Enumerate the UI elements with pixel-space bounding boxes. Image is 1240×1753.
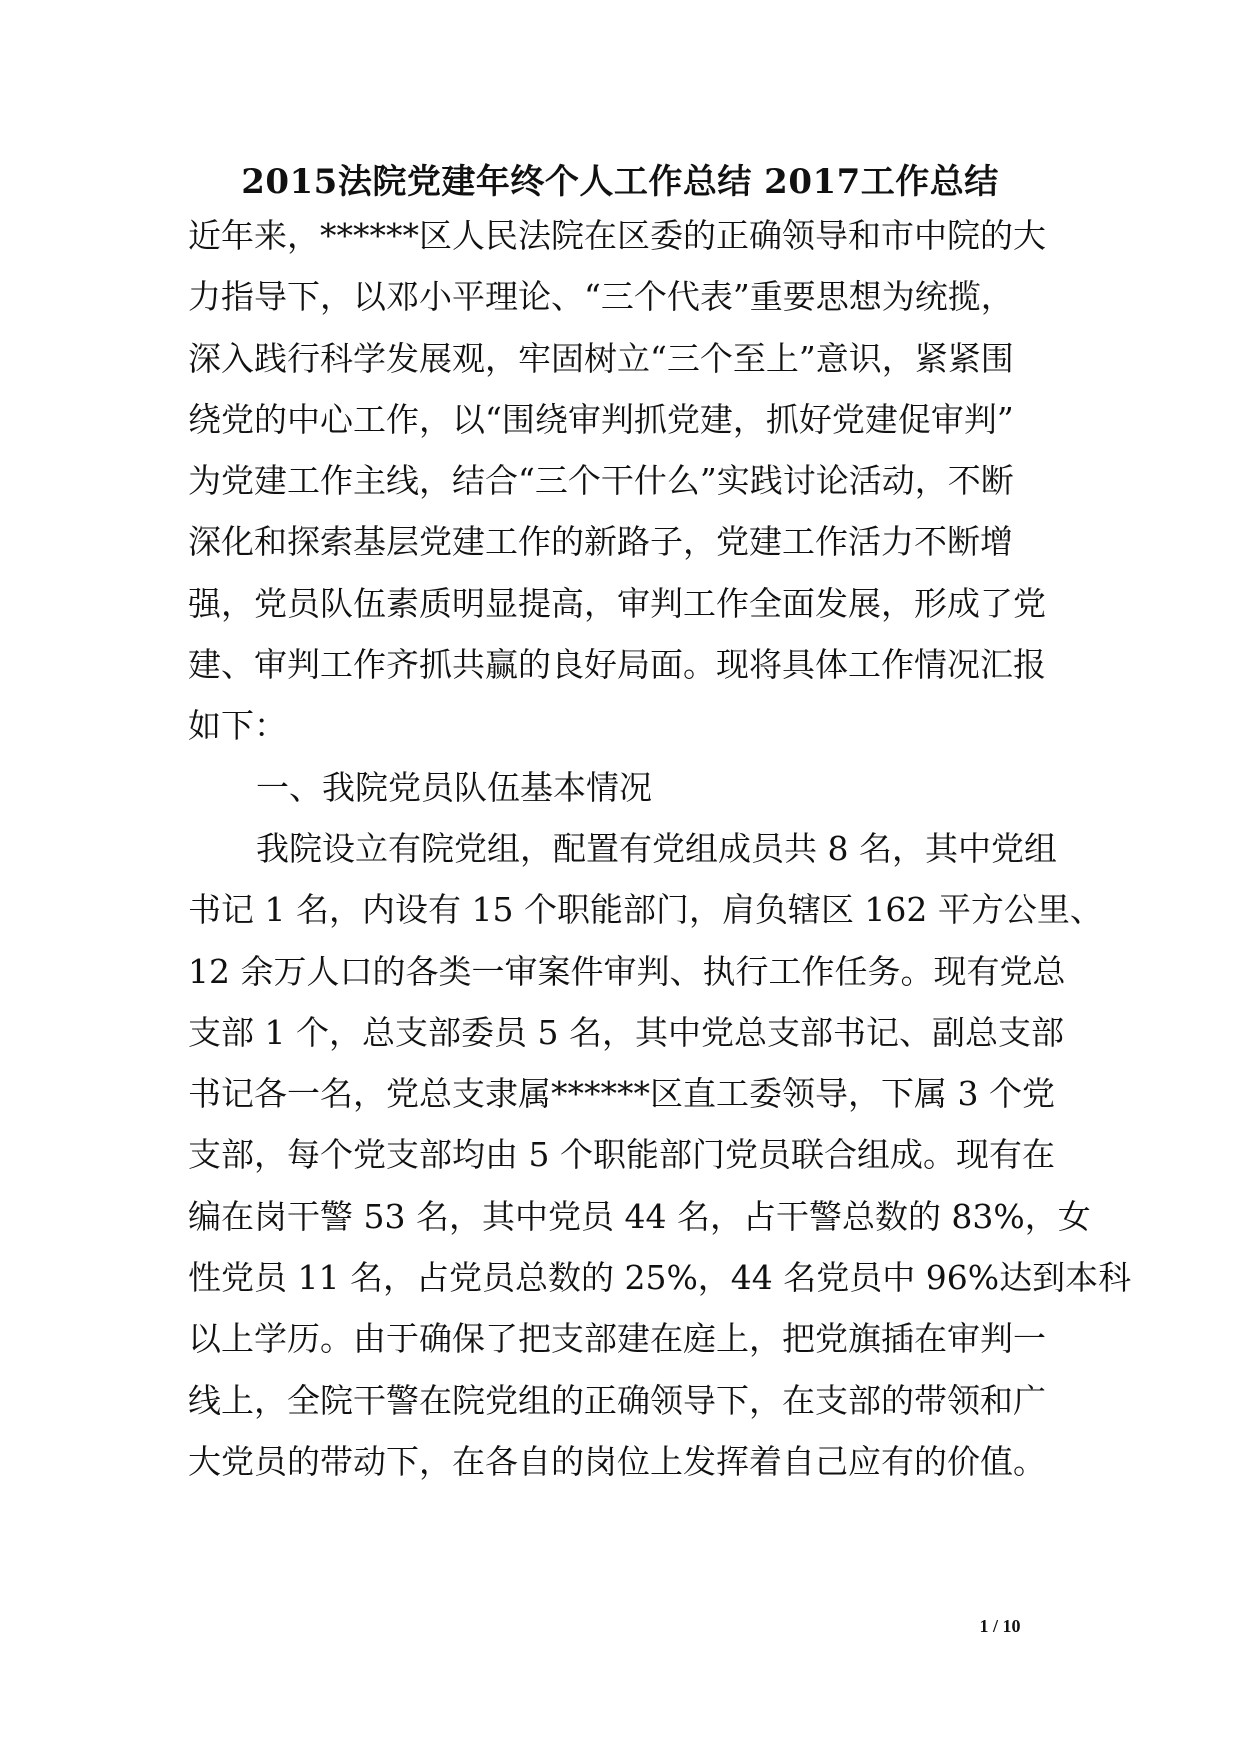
body-line: 如下： [188,706,287,746]
body-line: 性党员 11 名，占党员总数的 25%，44 名党员中 96%达到本科 [188,1258,1132,1298]
body-line: 近年来，******区人民法院在区委的正确领导和市中院的大 [188,216,1046,255]
body-line: 线上，全院干警在院党组的正确领导下，在支部的带领和广 [188,1380,1046,1420]
body-line: 大党员的带动下，在各自的岗位上发挥着自己应有的价值。 [188,1441,1046,1481]
body-line: 12 余万人口的各类一审案件审判、执行工作任务。现有党总 [188,951,1066,991]
document-title: 2015法院党建年终个人工作总结 2017工作总结 [241,162,999,202]
body-line: 深入践行科学发展观，牢固树立“三个至上”意识，紧紧围 [188,338,1014,378]
body-line: 支部 1 个，总支部委员 5 名，其中党总支部书记、副总支部 [188,1012,1064,1052]
body-line: 支部，每个党支部均由 5 个职能部门党员联合组成。现有在 [188,1135,1055,1175]
body-line: 书记 1 名，内设有 15 个职能部门，肩负辖区 162 平方公里、 [188,890,1103,930]
body-line: 力指导下，以邓小平理论、“三个代表”重要思想为统揽， [188,277,1014,317]
body-line: 绕党的中心工作，以“围绕审判抓党建，抓好党建促审判” [188,399,1014,439]
page-number: 1 / 10 [979,1616,1021,1636]
body-line: 我院设立有院党组，配置有党组成员共 8 名，其中党组 [256,828,1057,868]
body-line: 书记各一名，党总支隶属******区直工委领导，下属 3 个党 [188,1074,1055,1114]
body-line: 为党建工作主线，结合“三个干什么”实践讨论活动，不断 [188,461,1014,501]
body-line: 强，党员队伍素质明显提高，审判工作全面发展，形成了党 [188,583,1046,623]
body-line: 编在岗干警 53 名，其中党员 44 名，占干警总数的 83%，女 [188,1196,1091,1236]
body-line: 一、我院党员队伍基本情况 [256,767,652,807]
body-line: 建、审判工作齐抓共赢的良好局面。现将具体工作情况汇报 [188,645,1046,685]
body-line: 以上学历。由于确保了把支部建在庭上，把党旗插在审判一 [188,1319,1046,1359]
body-line: 深化和探索基层党建工作的新路子，党建工作活力不断增 [188,522,1013,562]
document-body [188,205,1132,1492]
